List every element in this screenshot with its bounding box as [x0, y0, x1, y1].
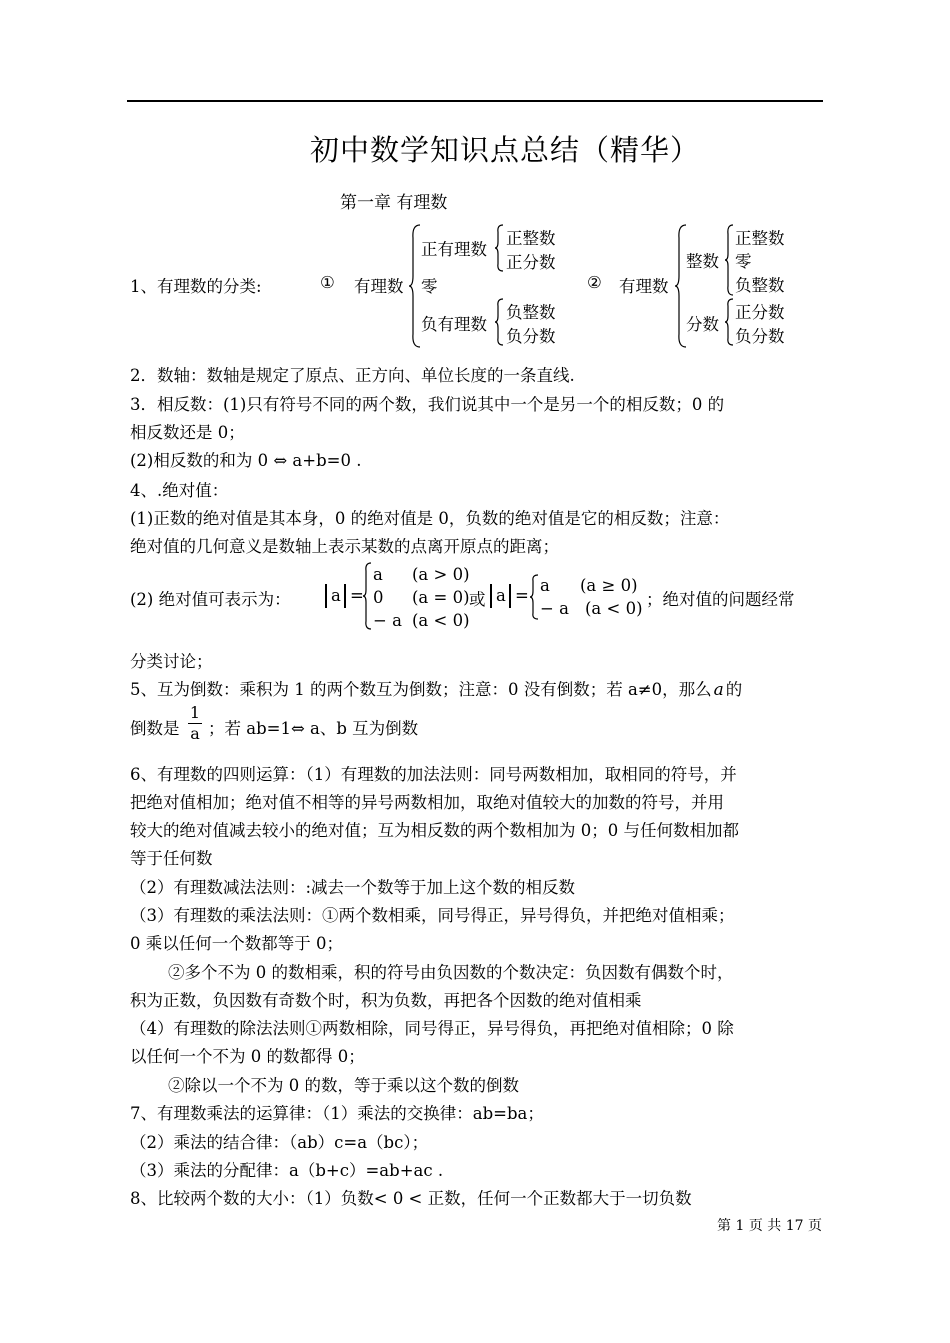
document-title: 初中数学知识点总结（精华） — [309, 133, 700, 167]
item-3-opposite: 3．相反数：(1)只有符号不同的两个数，我们说其中一个是另一个的相反数；0 的 — [130, 395, 725, 414]
classification-mark-2: ② — [587, 273, 602, 292]
item-4-abs-geometry: 绝对值的几何意义是数轴上表示某数的点离开原点的距离； — [130, 537, 559, 556]
abs1-case2-value: 0 — [373, 588, 384, 607]
item-6-division-cont: 以任何一个不为 0 的数都得 0； — [130, 1047, 365, 1066]
abs1-case3-cond: (a < 0) — [412, 611, 470, 630]
header-rule — [127, 100, 823, 102]
tree1-negative-child-1: 负整数 — [506, 303, 556, 322]
item-6-line-4: 等于任何数 — [130, 849, 213, 868]
abs-var-2: a — [496, 586, 506, 605]
item-5-text: 5、互为倒数：乘积为 1 的两个数互为倒数；注意：0 没有倒数；若 a≠0，那么 — [130, 680, 712, 699]
tree1-positive-child-1: 正整数 — [506, 229, 556, 248]
item-5-reciprocal-pre: 倒数是 — [130, 719, 180, 738]
item-6-line-3: 较大的绝对值减去较小的绝对值；互为相反数的两个数相加为 0；0 与任何数相加都 — [130, 821, 739, 840]
item-2-number-line: 2．数轴：数轴是规定了原点、正方向、单位长度的一条直线. — [130, 366, 575, 385]
tree1-positive-child-2: 正分数 — [506, 253, 556, 272]
classification-mark-1: ① — [320, 273, 335, 292]
tree1-negative-child-2: 负分数 — [506, 327, 556, 346]
item-5-var-a: a — [713, 680, 724, 700]
classification-label: 1、有理数的分类: — [130, 277, 262, 296]
tree2-fraction-brace — [724, 298, 734, 346]
abs2-case1-cond: (a ≥ 0) — [580, 576, 638, 595]
abs-cases-brace-1 — [362, 562, 372, 630]
fraction-denominator: a — [190, 724, 200, 743]
tree2-fraction: 分数 — [686, 315, 719, 334]
item-7-laws: 7、有理数乘法的运算律：（1）乘法的交换律：ab=ba； — [130, 1104, 544, 1123]
item-6-line-1: 6、有理数的四则运算：（1）有理数的加法法则：同号两数相加，取相同的符号，并 — [130, 765, 737, 784]
item-5-reciprocal-post: ；若 ab=1⇔ a、b 互为倒数 — [208, 719, 419, 738]
tree2-fraction-child-1: 正分数 — [735, 303, 785, 322]
tree1-positive: 正有理数 — [421, 240, 487, 259]
item-5-text-end: 的 — [725, 680, 743, 699]
tree1-negative-brace — [494, 298, 504, 346]
item-5-reciprocal — [130, 676, 742, 700]
abs-equals-1: = — [350, 586, 364, 605]
tree2-root: 有理数 — [619, 277, 669, 296]
item-4-heading: 4、.绝对值： — [130, 481, 229, 500]
abs1-case2-cond: (a = 0) — [412, 588, 470, 607]
abs-bar-left-1 — [325, 584, 327, 608]
item-3-opposite-cont: 相反数还是 0； — [130, 423, 245, 442]
item-3-opposite-sum: (2)相反数的和为 0 ⇔ a+b=0 . — [130, 451, 362, 470]
tree1-positive-brace — [494, 224, 504, 272]
abs1-case1-value: a — [373, 565, 383, 584]
item-6-multiplication: （3）有理数的乘法法则：①两个数相乘，同号得正，异号得负，并把绝对值相乘； — [130, 906, 735, 925]
abs-cases-brace-2 — [529, 574, 539, 620]
tree2-integer-child-1: 正整数 — [735, 229, 785, 248]
abs-equals-2: = — [515, 586, 529, 605]
fraction-numerator: 1 — [189, 703, 201, 722]
tree1-negative: 负有理数 — [421, 315, 487, 334]
tree2-integer-child-2: 零 — [735, 252, 752, 271]
abs-formula-tail: ；绝对值的问题经常 — [646, 590, 795, 609]
item-4-abs-rule: (1)正数的绝对值是其本身，0 的绝对值是 0，负数的绝对值是它的相反数；注意： — [130, 509, 730, 528]
abs-bar-left-2 — [490, 584, 492, 608]
abs-formula-or: 或 — [469, 590, 486, 609]
item-6-subtraction: （2）有理数减法法则：:减去一个数等于加上这个数的相反数 — [130, 878, 576, 897]
item-4-discussion: 分类讨论； — [130, 652, 213, 671]
item-6-multiplication-zero: 0 乘以任何一个数都等于 0； — [130, 934, 343, 953]
abs2-case1-value: a — [540, 576, 550, 595]
item-6-multiplication-sign: ②多个不为 0 的数相乘，积的符号由负因数的个数决定：负因数有偶数个时， — [168, 963, 734, 982]
reciprocal-fraction — [188, 704, 202, 743]
abs-var-1: a — [331, 586, 341, 605]
item-7-distributive: （3）乘法的分配律：a（b+c）=ab+ac . — [130, 1161, 444, 1180]
chapter-heading: 第一章 有理数 — [340, 193, 448, 213]
tree2-integer-child-3: 负整数 — [735, 276, 785, 295]
tree2-integer: 整数 — [686, 252, 719, 271]
abs1-case1-cond: (a > 0) — [412, 565, 470, 584]
tree1-root: 有理数 — [354, 277, 404, 296]
abs2-case2-value: − a — [540, 599, 569, 618]
tree1-zero: 零 — [421, 277, 438, 296]
tree2-fraction-child-2: 负分数 — [735, 327, 785, 346]
tree2-integer-brace — [724, 224, 734, 296]
item-6-division: （4）有理数的除法法则①两数相除，同号得正，异号得负，再把绝对值相除；0 除 — [130, 1019, 734, 1038]
abs-bar-right-1 — [344, 584, 346, 608]
item-7-associative: （2）乘法的结合律：（ab）c=a（bc）； — [130, 1133, 429, 1152]
item-6-division-reciprocal: ②除以一个不为 0 的数，等于乘以这个数的倒数 — [168, 1076, 519, 1095]
item-8-compare: 8、比较两个数的大小：（1）负数< 0 < 正数，任何一个正数都大于一切负数 — [130, 1189, 692, 1208]
item-6-multiplication-sign-cont: 积为正数，负因数有奇数个时，积为负数，再把各个因数的绝对值相乘 — [130, 991, 642, 1010]
tree1-root-brace — [408, 224, 422, 348]
page-footer: 第 1 页 共 17 页 — [717, 1218, 822, 1234]
item-6-line-2: 把绝对值相加；绝对值不相等的异号两数相加，取绝对值较大的加数的符号，并用 — [130, 793, 724, 812]
abs-formula-intro: (2) 绝对值可表示为： — [130, 590, 291, 609]
abs2-case2-cond: (a < 0) — [585, 599, 643, 618]
abs-bar-right-2 — [509, 584, 511, 608]
abs1-case3-value: − a — [373, 611, 402, 630]
